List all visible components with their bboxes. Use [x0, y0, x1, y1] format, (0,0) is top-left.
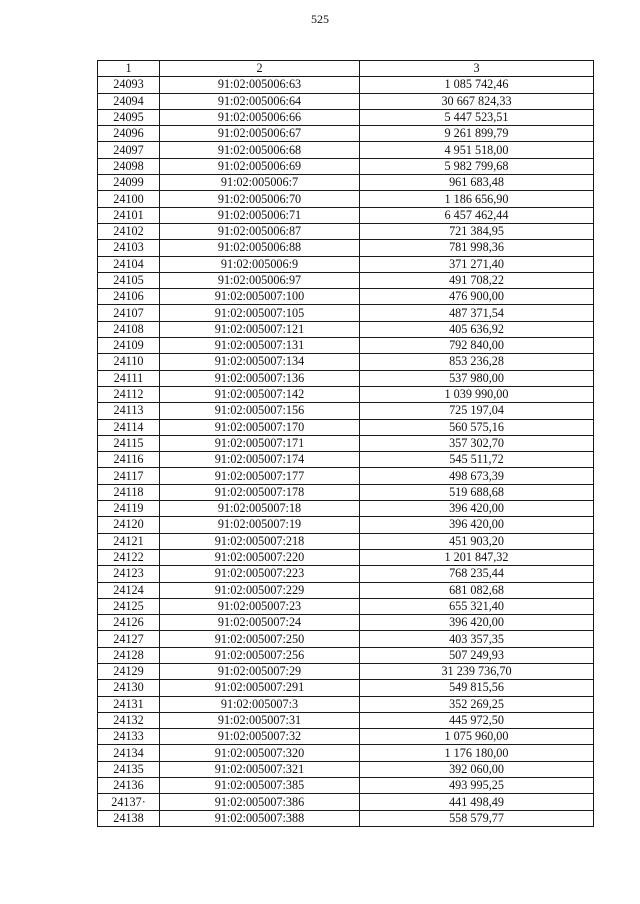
row-number-cell: 24138	[98, 810, 160, 826]
cadastral-number-cell: 91:02:005007:256	[160, 647, 360, 663]
table-row	[98, 598, 594, 614]
cadastral-number-cell: 91:02:005007:320	[160, 745, 360, 761]
value-cell: 558 579,77	[360, 810, 594, 826]
row-number-cell: 24112	[98, 386, 160, 402]
value-cell: 31 239 736,70	[360, 663, 594, 679]
header-row	[98, 61, 594, 77]
registry-table	[97, 60, 594, 827]
cadastral-number-cell: 91:02:005006:64	[160, 93, 360, 109]
cadastral-number-cell: 91:02:005006:68	[160, 142, 360, 158]
row-number-cell: 24127	[98, 631, 160, 647]
row-number-cell: 24113	[98, 403, 160, 419]
table-row	[98, 794, 594, 810]
cadastral-number-cell: 91:02:005007:223	[160, 566, 360, 582]
value-cell: 519 688,68	[360, 484, 594, 500]
table-row	[98, 761, 594, 777]
row-number-cell: 24108	[98, 321, 160, 337]
cadastral-number-cell: 91:02:005006:67	[160, 126, 360, 142]
row-number-cell: 24133	[98, 729, 160, 745]
cadastral-number-cell: 91:02:005007:220	[160, 549, 360, 565]
table-row	[98, 419, 594, 435]
cadastral-number-cell: 91:02:005007:136	[160, 370, 360, 386]
table-row	[98, 158, 594, 174]
value-cell: 9 261 899,79	[360, 126, 594, 142]
cadastral-number-cell: 91:02:005007:386	[160, 794, 360, 810]
table-row	[98, 272, 594, 288]
table-row	[98, 77, 594, 93]
value-cell: 1 085 742,46	[360, 77, 594, 93]
value-cell: 507 249,93	[360, 647, 594, 663]
cadastral-number-cell: 91:02:005007:24	[160, 615, 360, 631]
table-row	[98, 468, 594, 484]
cadastral-number-cell: 91:02:005007:388	[160, 810, 360, 826]
cadastral-number-cell: 91:02:005007:100	[160, 289, 360, 305]
column-header-3: 3	[360, 61, 594, 77]
table-row	[98, 142, 594, 158]
value-cell: 487 371,54	[360, 305, 594, 321]
value-cell: 1 039 990,00	[360, 386, 594, 402]
row-number-cell: 24097	[98, 142, 160, 158]
row-number-cell: 24107	[98, 305, 160, 321]
table-row	[98, 631, 594, 647]
table-row	[98, 549, 594, 565]
table-row	[98, 533, 594, 549]
value-cell: 792 840,00	[360, 338, 594, 354]
value-cell: 655 321,40	[360, 598, 594, 614]
row-number-cell: 24100	[98, 191, 160, 207]
value-cell: 392 060,00	[360, 761, 594, 777]
value-cell: 725 197,04	[360, 403, 594, 419]
cadastral-number-cell: 91:02:005007:131	[160, 338, 360, 354]
value-cell: 352 269,25	[360, 696, 594, 712]
value-cell: 1 176 180,00	[360, 745, 594, 761]
cadastral-number-cell: 91:02:005007:218	[160, 533, 360, 549]
row-number-cell: 24106	[98, 289, 160, 305]
row-number-cell: 24114	[98, 419, 160, 435]
row-number-cell: 24109	[98, 338, 160, 354]
table-row	[98, 403, 594, 419]
value-cell: 545 511,72	[360, 452, 594, 468]
cadastral-number-cell: 91:02:005007:177	[160, 468, 360, 484]
value-cell: 1 186 656,90	[360, 191, 594, 207]
row-number-cell: 24120	[98, 517, 160, 533]
row-number-cell: 24105	[98, 272, 160, 288]
row-number-cell: 24130	[98, 680, 160, 696]
value-cell: 721 384,95	[360, 223, 594, 239]
cadastral-number-cell: 91:02:005007:385	[160, 778, 360, 794]
value-cell: 491 708,22	[360, 272, 594, 288]
value-cell: 5 447 523,51	[360, 109, 594, 125]
row-number-cell: 24101	[98, 207, 160, 223]
table-row	[98, 370, 594, 386]
table-row	[98, 386, 594, 402]
table-row	[98, 663, 594, 679]
row-number-cell: 24134	[98, 745, 160, 761]
value-cell: 357 302,70	[360, 435, 594, 451]
cadastral-number-cell: 91:02:005007:32	[160, 729, 360, 745]
value-cell: 405 636,92	[360, 321, 594, 337]
row-number-cell: 24124	[98, 582, 160, 598]
table-row	[98, 435, 594, 451]
row-number-cell: 24132	[98, 712, 160, 728]
value-cell: 493 995,25	[360, 778, 594, 794]
row-number-cell: 24110	[98, 354, 160, 370]
cadastral-number-cell: 91:02:005007:31	[160, 712, 360, 728]
row-number-cell: 24122	[98, 549, 160, 565]
value-cell: 403 357,35	[360, 631, 594, 647]
row-number-cell: 24104	[98, 256, 160, 272]
cadastral-number-cell: 91:02:005006:69	[160, 158, 360, 174]
cadastral-number-cell: 91:02:005007:19	[160, 517, 360, 533]
table-row	[98, 566, 594, 582]
table-row	[98, 452, 594, 468]
cadastral-number-cell: 91:02:005007:3	[160, 696, 360, 712]
value-cell: 560 575,16	[360, 419, 594, 435]
row-number-cell: 24137·	[98, 794, 160, 810]
cadastral-number-cell: 91:02:005007:321	[160, 761, 360, 777]
cadastral-number-cell: 91:02:005006:7	[160, 175, 360, 191]
table-row	[98, 647, 594, 663]
row-number-cell: 24116	[98, 452, 160, 468]
cadastral-number-cell: 91:02:005007:174	[160, 452, 360, 468]
table-row	[98, 582, 594, 598]
row-number-cell: 24098	[98, 158, 160, 174]
table-row	[98, 207, 594, 223]
cadastral-number-cell: 91:02:005007:291	[160, 680, 360, 696]
table-row	[98, 712, 594, 728]
row-number-cell: 24111	[98, 370, 160, 386]
cadastral-number-cell: 91:02:005007:250	[160, 631, 360, 647]
value-cell: 445 972,50	[360, 712, 594, 728]
table-row	[98, 93, 594, 109]
value-cell: 396 420,00	[360, 615, 594, 631]
table-row	[98, 175, 594, 191]
cadastral-number-cell: 91:02:005007:178	[160, 484, 360, 500]
row-number-cell: 24128	[98, 647, 160, 663]
table-row	[98, 501, 594, 517]
value-cell: 30 667 824,33	[360, 93, 594, 109]
value-cell: 853 236,28	[360, 354, 594, 370]
cadastral-number-cell: 91:02:005007:156	[160, 403, 360, 419]
value-cell: 781 998,36	[360, 240, 594, 256]
table-row	[98, 109, 594, 125]
column-header-2: 2	[160, 61, 360, 77]
cadastral-number-cell: 91:02:005006:70	[160, 191, 360, 207]
row-number-cell: 24129	[98, 663, 160, 679]
value-cell: 5 982 799,68	[360, 158, 594, 174]
cadastral-number-cell: 91:02:005006:87	[160, 223, 360, 239]
row-number-cell: 24096	[98, 126, 160, 142]
row-number-cell: 24121	[98, 533, 160, 549]
row-number-cell: 24135	[98, 761, 160, 777]
table-row	[98, 338, 594, 354]
cadastral-number-cell: 91:02:005006:88	[160, 240, 360, 256]
row-number-cell: 24136	[98, 778, 160, 794]
value-cell: 498 673,39	[360, 468, 594, 484]
value-cell: 4 951 518,00	[360, 142, 594, 158]
row-number-cell: 24094	[98, 93, 160, 109]
table-body	[98, 77, 594, 827]
row-number-cell: 24102	[98, 223, 160, 239]
value-cell: 1 075 960,00	[360, 729, 594, 745]
table-row	[98, 126, 594, 142]
row-number-cell: 24117	[98, 468, 160, 484]
row-number-cell: 24118	[98, 484, 160, 500]
table-row	[98, 289, 594, 305]
table-row	[98, 321, 594, 337]
table-row	[98, 484, 594, 500]
value-cell: 371 271,40	[360, 256, 594, 272]
value-cell: 396 420,00	[360, 517, 594, 533]
table-row	[98, 778, 594, 794]
row-number-cell: 24119	[98, 501, 160, 517]
value-cell: 681 082,68	[360, 582, 594, 598]
table-header	[98, 61, 594, 77]
cadastral-number-cell: 91:02:005006:66	[160, 109, 360, 125]
table-row	[98, 354, 594, 370]
table-row	[98, 191, 594, 207]
cadastral-number-cell: 91:02:005007:134	[160, 354, 360, 370]
column-header-1: 1	[98, 61, 160, 77]
row-number-cell: 24115	[98, 435, 160, 451]
page-number: 525	[311, 12, 329, 26]
table-row	[98, 240, 594, 256]
row-number-cell: 24093	[98, 77, 160, 93]
table-row	[98, 810, 594, 826]
row-number-cell: 24099	[98, 175, 160, 191]
cadastral-number-cell: 91:02:005007:121	[160, 321, 360, 337]
value-cell: 396 420,00	[360, 501, 594, 517]
table-row	[98, 223, 594, 239]
cadastral-number-cell: 91:02:005006:71	[160, 207, 360, 223]
row-number-cell: 24131	[98, 696, 160, 712]
table-row	[98, 729, 594, 745]
cadastral-number-cell: 91:02:005007:29	[160, 663, 360, 679]
row-number-cell: 24125	[98, 598, 160, 614]
table-row	[98, 696, 594, 712]
table-row	[98, 517, 594, 533]
cadastral-number-cell: 91:02:005007:18	[160, 501, 360, 517]
value-cell: 451 903,20	[360, 533, 594, 549]
table-row	[98, 615, 594, 631]
cadastral-number-cell: 91:02:005007:170	[160, 419, 360, 435]
value-cell: 441 498,49	[360, 794, 594, 810]
cadastral-number-cell: 91:02:005007:23	[160, 598, 360, 614]
value-cell: 1 201 847,32	[360, 549, 594, 565]
value-cell: 476 900,00	[360, 289, 594, 305]
value-cell: 6 457 462,44	[360, 207, 594, 223]
value-cell: 768 235,44	[360, 566, 594, 582]
value-cell: 549 815,56	[360, 680, 594, 696]
table-row	[98, 256, 594, 272]
cadastral-number-cell: 91:02:005006:9	[160, 256, 360, 272]
cadastral-number-cell: 91:02:005007:105	[160, 305, 360, 321]
table-row	[98, 305, 594, 321]
cadastral-number-cell: 91:02:005006:97	[160, 272, 360, 288]
row-number-cell: 24103	[98, 240, 160, 256]
cadastral-number-cell: 91:02:005006:63	[160, 77, 360, 93]
cadastral-number-cell: 91:02:005007:229	[160, 582, 360, 598]
value-cell: 537 980,00	[360, 370, 594, 386]
row-number-cell: 24095	[98, 109, 160, 125]
cadastral-number-cell: 91:02:005007:171	[160, 435, 360, 451]
table-row	[98, 745, 594, 761]
cadastral-number-cell: 91:02:005007:142	[160, 386, 360, 402]
row-number-cell: 24126	[98, 615, 160, 631]
table-row	[98, 680, 594, 696]
value-cell: 961 683,48	[360, 175, 594, 191]
row-number-cell: 24123	[98, 566, 160, 582]
